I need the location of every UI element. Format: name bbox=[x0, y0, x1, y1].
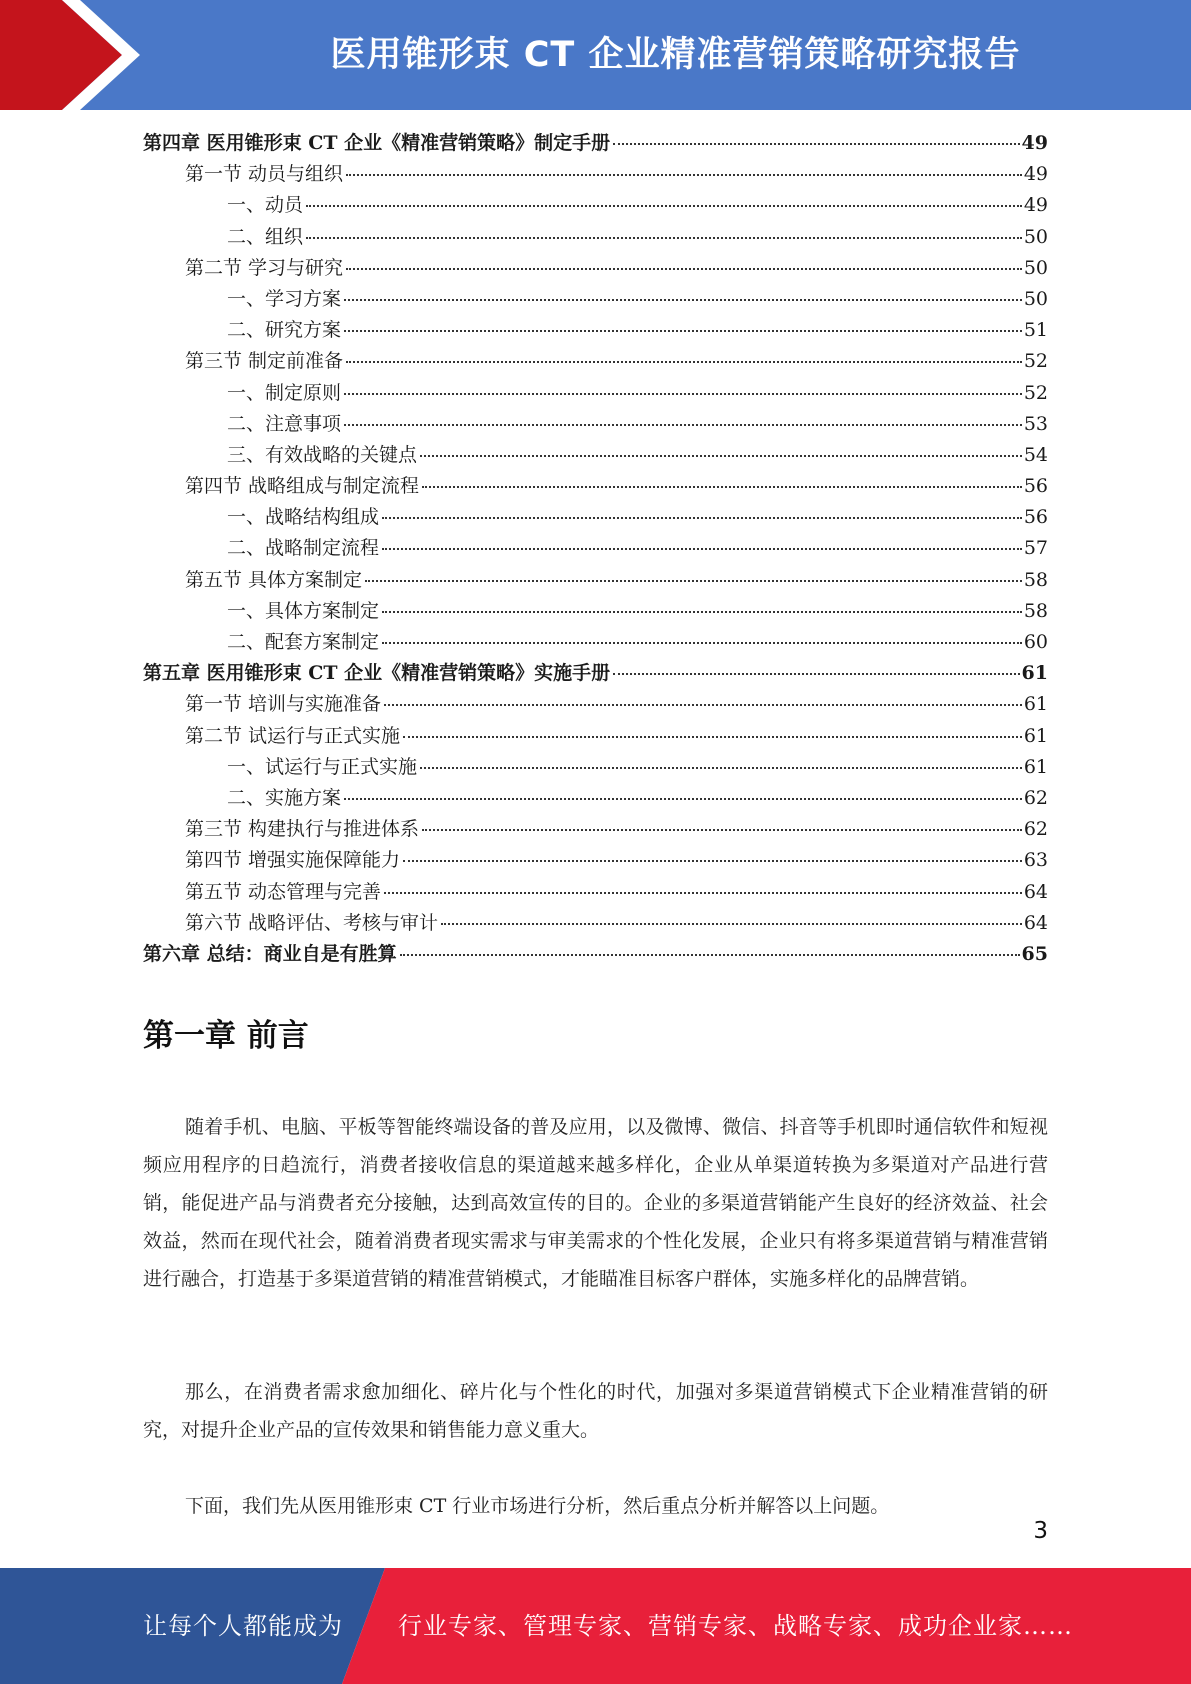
toc-dot-leader bbox=[344, 798, 1022, 800]
toc-entry[interactable] bbox=[143, 190, 1048, 221]
toc-entry-title: 三、有效战略的关键点 bbox=[227, 443, 418, 466]
toc-dot-leader bbox=[400, 954, 1020, 956]
toc-entry-title: 一、制定原则 bbox=[227, 381, 342, 404]
body-paragraph: 下面，我们先从医用锥形束 CT 行业市场进行分析，然后重点分析并解答以上问题。 bbox=[185, 1495, 890, 1517]
report-title: 医用锥形束 CT 企业精准营销策略研究报告 bbox=[330, 35, 1021, 75]
toc-entry[interactable] bbox=[143, 502, 1048, 533]
toc-entry[interactable] bbox=[143, 814, 1048, 845]
toc-entry-title: 一、试运行与正式实施 bbox=[227, 755, 418, 778]
table-of-contents bbox=[143, 128, 1048, 970]
toc-entry[interactable] bbox=[143, 783, 1048, 814]
toc-entry-page: 50 bbox=[1023, 256, 1048, 279]
chapter-heading: 第一章 前言 bbox=[143, 1018, 309, 1054]
toc-dot-leader bbox=[613, 673, 1019, 675]
toc-entry-page: 50 bbox=[1023, 225, 1048, 248]
toc-entry-title: 第四节 战略组成与制定流程 bbox=[185, 475, 420, 498]
toc-dot-leader bbox=[344, 393, 1022, 395]
toc-dot-leader bbox=[403, 860, 1022, 862]
body-paragraph: 那么，在消费者需求愈加细化、碎片化与个性化的时代，加强对多渠道营销模式下企业精准营销的研究，对提升企业产品的宣传效果和销售能力意义重大。 bbox=[143, 1381, 1048, 1441]
toc-dot-leader bbox=[382, 517, 1022, 519]
toc-entry-page: 62 bbox=[1023, 786, 1048, 809]
toc-entry[interactable] bbox=[143, 908, 1048, 939]
toc-dot-leader bbox=[420, 455, 1022, 457]
toc-entry-title: 第六节 战略评估、考核与审计 bbox=[185, 911, 439, 934]
toc-entry-page: 53 bbox=[1023, 412, 1048, 435]
toc-entry[interactable] bbox=[143, 627, 1048, 658]
toc-entry[interactable] bbox=[143, 877, 1048, 908]
toc-entry-title: 第二节 试运行与正式实施 bbox=[185, 724, 401, 747]
toc-entry-title: 第五节 动态管理与完善 bbox=[185, 880, 382, 903]
toc-entry-title: 一、战略结构组成 bbox=[227, 506, 380, 529]
toc-entry-page: 56 bbox=[1023, 506, 1048, 529]
toc-entry-page: 54 bbox=[1023, 443, 1048, 466]
toc-entry-page: 56 bbox=[1023, 475, 1048, 498]
toc-dot-leader bbox=[384, 892, 1022, 894]
toc-entry-page: 60 bbox=[1023, 631, 1048, 653]
toc-entry-title: 二、组织 bbox=[227, 225, 304, 248]
page-number: 3 bbox=[1033, 1518, 1048, 1544]
toc-entry-title: 第六章 总结：商业自是有胜算 bbox=[143, 942, 397, 965]
toc-entry[interactable] bbox=[143, 378, 1048, 409]
toc-entry-title: 第一节 培训与实施准备 bbox=[185, 693, 382, 716]
toc-dot-leader bbox=[382, 611, 1022, 613]
toc-dot-leader bbox=[346, 268, 1022, 270]
toc-entry[interactable] bbox=[143, 222, 1048, 253]
toc-entry-title: 二、战略制定流程 bbox=[227, 537, 380, 560]
toc-entry[interactable] bbox=[143, 471, 1048, 502]
toc-entry[interactable] bbox=[143, 253, 1048, 284]
toc-entry[interactable] bbox=[143, 845, 1048, 876]
toc-dot-leader bbox=[403, 736, 1022, 738]
toc-dot-leader bbox=[344, 330, 1022, 332]
toc-entry-page: 64 bbox=[1023, 911, 1048, 934]
toc-entry-page: 50 bbox=[1023, 287, 1048, 310]
page-header bbox=[0, 0, 1191, 110]
toc-entry-title: 第二节 学习与研究 bbox=[185, 256, 344, 279]
toc-entry-page: 64 bbox=[1023, 880, 1048, 903]
toc-entry[interactable] bbox=[143, 721, 1048, 752]
toc-dot-leader bbox=[441, 923, 1022, 925]
toc-entry[interactable] bbox=[143, 596, 1048, 627]
toc-entry[interactable] bbox=[143, 315, 1048, 346]
toc-dot-leader bbox=[382, 548, 1022, 550]
toc-dot-leader bbox=[420, 767, 1022, 769]
toc-entry-page: 61 bbox=[1023, 724, 1048, 747]
toc-entry-title: 第四节 增强实施保障能力 bbox=[185, 849, 401, 872]
toc-dot-leader bbox=[346, 174, 1022, 176]
toc-entry-page: 65 bbox=[1021, 942, 1048, 965]
toc-entry-title: 第三节 构建执行与推进体系 bbox=[185, 818, 420, 841]
toc-dot-leader bbox=[382, 642, 1022, 644]
toc-entry-title: 第一节 动员与组织 bbox=[185, 163, 344, 186]
toc-entry-page: 61 bbox=[1021, 662, 1048, 685]
toc-entry[interactable] bbox=[143, 159, 1048, 190]
toc-entry[interactable] bbox=[143, 346, 1048, 377]
toc-dot-leader bbox=[306, 237, 1022, 239]
toc-dot-leader bbox=[422, 486, 1022, 488]
toc-entry-page: 61 bbox=[1023, 755, 1048, 778]
toc-entry-title: 二、注意事项 bbox=[227, 412, 342, 435]
toc-entry-page: 58 bbox=[1023, 568, 1048, 591]
toc-entry-page: 57 bbox=[1023, 537, 1048, 560]
toc-entry-page: 51 bbox=[1023, 319, 1048, 342]
toc-entry-title: 第三节 制定前准备 bbox=[185, 350, 344, 373]
toc-dot-leader bbox=[613, 143, 1019, 145]
toc-entry-title: 第四章 医用锥形束 CT 企业《精准营销策略》制定手册 bbox=[143, 132, 611, 154]
toc-entry-page: 61 bbox=[1023, 693, 1048, 716]
toc-entry-title: 第五章 医用锥形束 CT 企业《精准营销策略》实施手册 bbox=[143, 662, 611, 685]
page-footer bbox=[0, 1568, 1191, 1684]
toc-entry-page: 52 bbox=[1023, 350, 1048, 373]
toc-dot-leader bbox=[344, 299, 1022, 301]
footer-slogan-left: 让每个人都能成为 bbox=[143, 1612, 343, 1640]
toc-entry-page: 52 bbox=[1023, 381, 1048, 404]
toc-entry-title: 第五节 具体方案制定 bbox=[185, 568, 363, 591]
toc-entry-page: 58 bbox=[1023, 599, 1048, 622]
toc-entry-title: 一、具体方案制定 bbox=[227, 599, 380, 622]
body-paragraph: 随着手机、电脑、平板等智能终端设备的普及应用，以及微博、微信、抖音等手机即时通信软件和短视频应用程序的日趋流行，消费者接收信息的渠道越来越多样化，企业从单渠道转换为多渠道对产品进行营销，能促进产品与消费者充分接触，达到高效宣传的目的。企业的多渠道营销能产生良好的经济效益、社会效益，然而在现代社会，随着消费者现实需求与审美需求的个性化发展，企业只有将多渠道营销与精准营销进行融合，打造基于多渠道营销的精准营销模式，才能瞄准目标客户群体，实施多样化的品牌营销。 bbox=[143, 1116, 1048, 1290]
toc-entry[interactable] bbox=[143, 409, 1048, 440]
toc-dot-leader bbox=[344, 424, 1022, 426]
toc-entry-title: 二、研究方案 bbox=[227, 319, 342, 342]
toc-entry[interactable] bbox=[143, 128, 1048, 159]
toc-entry[interactable] bbox=[143, 752, 1048, 783]
toc-entry[interactable] bbox=[143, 440, 1048, 471]
toc-dot-leader bbox=[422, 829, 1022, 831]
toc-entry-title: 一、学习方案 bbox=[227, 287, 342, 310]
toc-entry-page: 49 bbox=[1021, 132, 1048, 154]
toc-entry-page: 62 bbox=[1023, 818, 1048, 841]
toc-entry[interactable] bbox=[143, 939, 1048, 970]
header-chevron-icon bbox=[0, 0, 150, 110]
toc-entry-page: 49 bbox=[1023, 194, 1048, 217]
footer-slogan-right: 行业专家、管理专家、营销专家、战略专家、成功企业家…… bbox=[398, 1612, 1073, 1640]
toc-entry-title: 一、动员 bbox=[227, 194, 304, 217]
toc-entry[interactable] bbox=[143, 658, 1048, 689]
toc-entry[interactable] bbox=[143, 689, 1048, 720]
toc-dot-leader bbox=[384, 704, 1022, 706]
toc-entry-title: 二、实施方案 bbox=[227, 786, 342, 809]
toc-dot-leader bbox=[306, 205, 1022, 207]
toc-entry-page: 49 bbox=[1023, 163, 1048, 186]
toc-entry[interactable] bbox=[143, 284, 1048, 315]
toc-entry-page: 63 bbox=[1023, 849, 1048, 872]
toc-dot-leader bbox=[365, 580, 1022, 582]
toc-entry[interactable] bbox=[143, 565, 1048, 596]
toc-dot-leader bbox=[346, 361, 1022, 363]
toc-entry-title: 二、配套方案制定 bbox=[227, 631, 380, 653]
toc-entry[interactable] bbox=[143, 533, 1048, 564]
